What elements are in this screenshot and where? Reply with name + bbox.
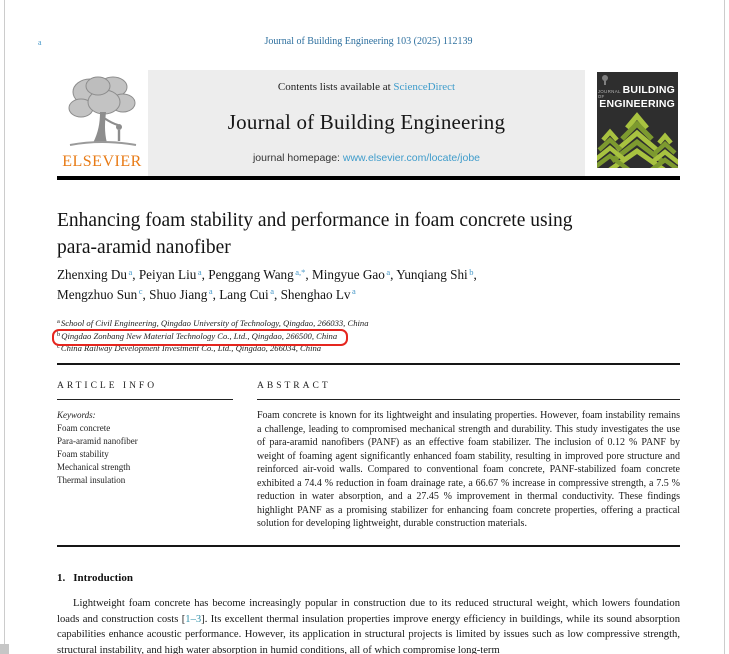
homepage-line: [253, 152, 480, 164]
author-name: Mengzhuo Sun $^c$,: [57, 286, 150, 302]
author-separator: ,: [132, 267, 139, 282]
article-title-line2: para-aramid nanofiber: [57, 237, 231, 258]
section-label: Introduction: [73, 572, 133, 584]
affiliation-text-wrap: [57, 318, 369, 328]
contents-prefix: Contents lists available at: [277, 81, 394, 93]
cover-title: [599, 85, 675, 110]
author-separator: ,: [142, 286, 150, 302]
affiliation: [57, 331, 680, 344]
author-name: Zhenxing Du $^a$,: [57, 266, 139, 282]
keyword: Foam concrete: [57, 423, 111, 433]
cover-kicker: JOURNAL OF: [597, 89, 621, 99]
author-separator: ,: [273, 286, 281, 302]
affiliation-marker: a: [270, 286, 274, 296]
author-line: [57, 266, 680, 286]
running-head: Journal of Building Engineering 103 (2025) 112139: [264, 36, 473, 47]
affiliation-marker: c: [138, 286, 143, 296]
author-separator: ,: [201, 267, 209, 282]
affiliation-text: Qingdao Zonbang New Material Technology Co., Ltd., Qingdao, 266500, China: [61, 330, 338, 341]
affiliation-marker: a: [352, 286, 356, 296]
author-name: Shenghao Lv $^a$: [280, 286, 356, 302]
elsevier-wordmark: ELSEVIER: [62, 153, 142, 170]
publisher-emblem-icon: [601, 75, 609, 85]
keyword: Para-aramid nanofiber: [57, 436, 138, 446]
cover-title-line2: ENGINEERING: [599, 98, 675, 111]
author-name: Mingyue Gao $^a$,: [311, 266, 397, 282]
masthead-panel: [148, 70, 585, 176]
cover-title-line1: BUILDING: [622, 84, 675, 96]
affiliation-marker: a: [128, 266, 133, 277]
author-name: Lang Cui $^a$,: [219, 286, 281, 302]
author-separator: ,: [390, 267, 397, 282]
contents-line: [278, 81, 455, 93]
author-list: [57, 266, 680, 305]
masthead-divider: [57, 176, 680, 180]
elsevier-logo: [57, 72, 147, 176]
journal-cover-thumbnail[interactable]: [597, 72, 678, 168]
intro-text-end: ]. Its excellent thermal insulation properties improve energy efficiency in buildings, while its sound absorption capabilities enhance acoustic performance. However, its application in structural projects is limited by issues such as low compressive strength, structural instability, and high water absorption in humid conditions, all of which compromise long-term: [57, 613, 681, 654]
abstract-column: [257, 381, 680, 531]
affiliation-text-wrap: [52, 329, 348, 347]
keyword: Mechanical strength: [57, 462, 131, 472]
article-title: [57, 207, 680, 261]
affiliation-letter: c: [57, 343, 60, 350]
author-name: Yunqiang Shi $^b$,: [396, 266, 477, 282]
sciencedirect-link[interactable]: ScienceDirect: [393, 81, 456, 93]
info-abstract-top-rule: [57, 363, 680, 365]
affiliation-marker: b: [469, 266, 474, 277]
author-name: Shuo Jiang $^a$,: [149, 286, 220, 302]
affiliation-marker: a,*: [295, 266, 306, 277]
page-edge-left: [4, 0, 5, 654]
author-separator: ,: [212, 286, 220, 302]
journal-title: Journal of Building Engineering: [227, 110, 506, 134]
keywords-label: Keywords:: [57, 410, 96, 420]
stray-superscript-mark: a: [38, 38, 42, 47]
affiliation-text: School of Civil Engineering, Qingdao University of Technology, Qingdao, 266033, China: [60, 318, 369, 328]
keyword: Foam stability: [57, 449, 109, 459]
journal-homepage-link[interactable]: www.elsevier.com/locate/jobe: [342, 152, 481, 164]
article-title-line1: Enhancing foam stability and performance in foam concrete using: [57, 210, 573, 231]
page-edge-right: [724, 0, 725, 654]
abstract-bottom-rule: [57, 545, 680, 547]
abstract-heading: ABSTRACT: [257, 381, 680, 400]
author-name: Penggang Wang $^{a,*}$,: [208, 266, 312, 282]
elsevier-tree-icon: [60, 72, 144, 152]
affiliation-letter: b: [57, 330, 61, 338]
section-heading-introduction: [57, 572, 133, 584]
affiliation-list: [57, 318, 680, 356]
keywords-block: [57, 409, 233, 487]
affiliation-marker: a: [197, 266, 202, 277]
affiliation-letter: a: [57, 318, 60, 325]
homepage-prefix: journal homepage:: [252, 152, 343, 164]
citation-link[interactable]: 1–3: [185, 613, 202, 625]
affiliation-marker: a: [386, 266, 391, 277]
section-number: 1.: [57, 572, 66, 584]
journal-masthead: [57, 70, 680, 176]
keywords-list: [57, 422, 233, 487]
author-name: Peiyan Liu $^a$,: [138, 266, 209, 282]
abstract-text: Foam concrete is known for its lightweight and insulating properties. However, foam instability remains a challenge, leading to compromised mechanical strength and durability. This study investigates the use of para-aramid nanofibers (PANF) as an effective foam stabilizer. The inclusion of 0.12 % PANF by weight of foaming agent significantly enhanced foam stability, resulting in improved pore structure and reinforced air-void walls. Compared to conventional foam concrete, PANF-stabilized foam concrete exhibited a 74.4 % reduction in foam drainage rate, a 66.67 % increase in compressive strength, a 7.5 % reduction in water absorption, and a 27.45 % improvement in thermal conductivity. These findings highlight PANF as a promising stabilizer for enhancing foam concrete properties, offering a practical solution for developing lightweight, durable construction materials.: [257, 410, 680, 529]
author-separator: ,: [305, 267, 312, 282]
intro-text-start: Lightweight foam concrete has become increasingly popular in construction due to its reduced structural weight, which lowers foundation loads and construction costs [: [57, 598, 680, 625]
article-info-heading: ARTICLE INFO: [57, 381, 233, 400]
introduction-paragraph: [57, 596, 680, 654]
cover-trees-art: [597, 108, 678, 168]
keyword: Thermal insulation: [57, 475, 126, 485]
page-edge-corner: [0, 644, 9, 654]
affiliation-text: China Railway Development Investment Co., Ltd., Qingdao, 266034, China: [60, 343, 322, 353]
author-line: [57, 286, 680, 306]
article-info-column: [57, 381, 233, 487]
author-separator: ,: [473, 267, 477, 282]
affiliation-marker: a: [208, 286, 213, 296]
